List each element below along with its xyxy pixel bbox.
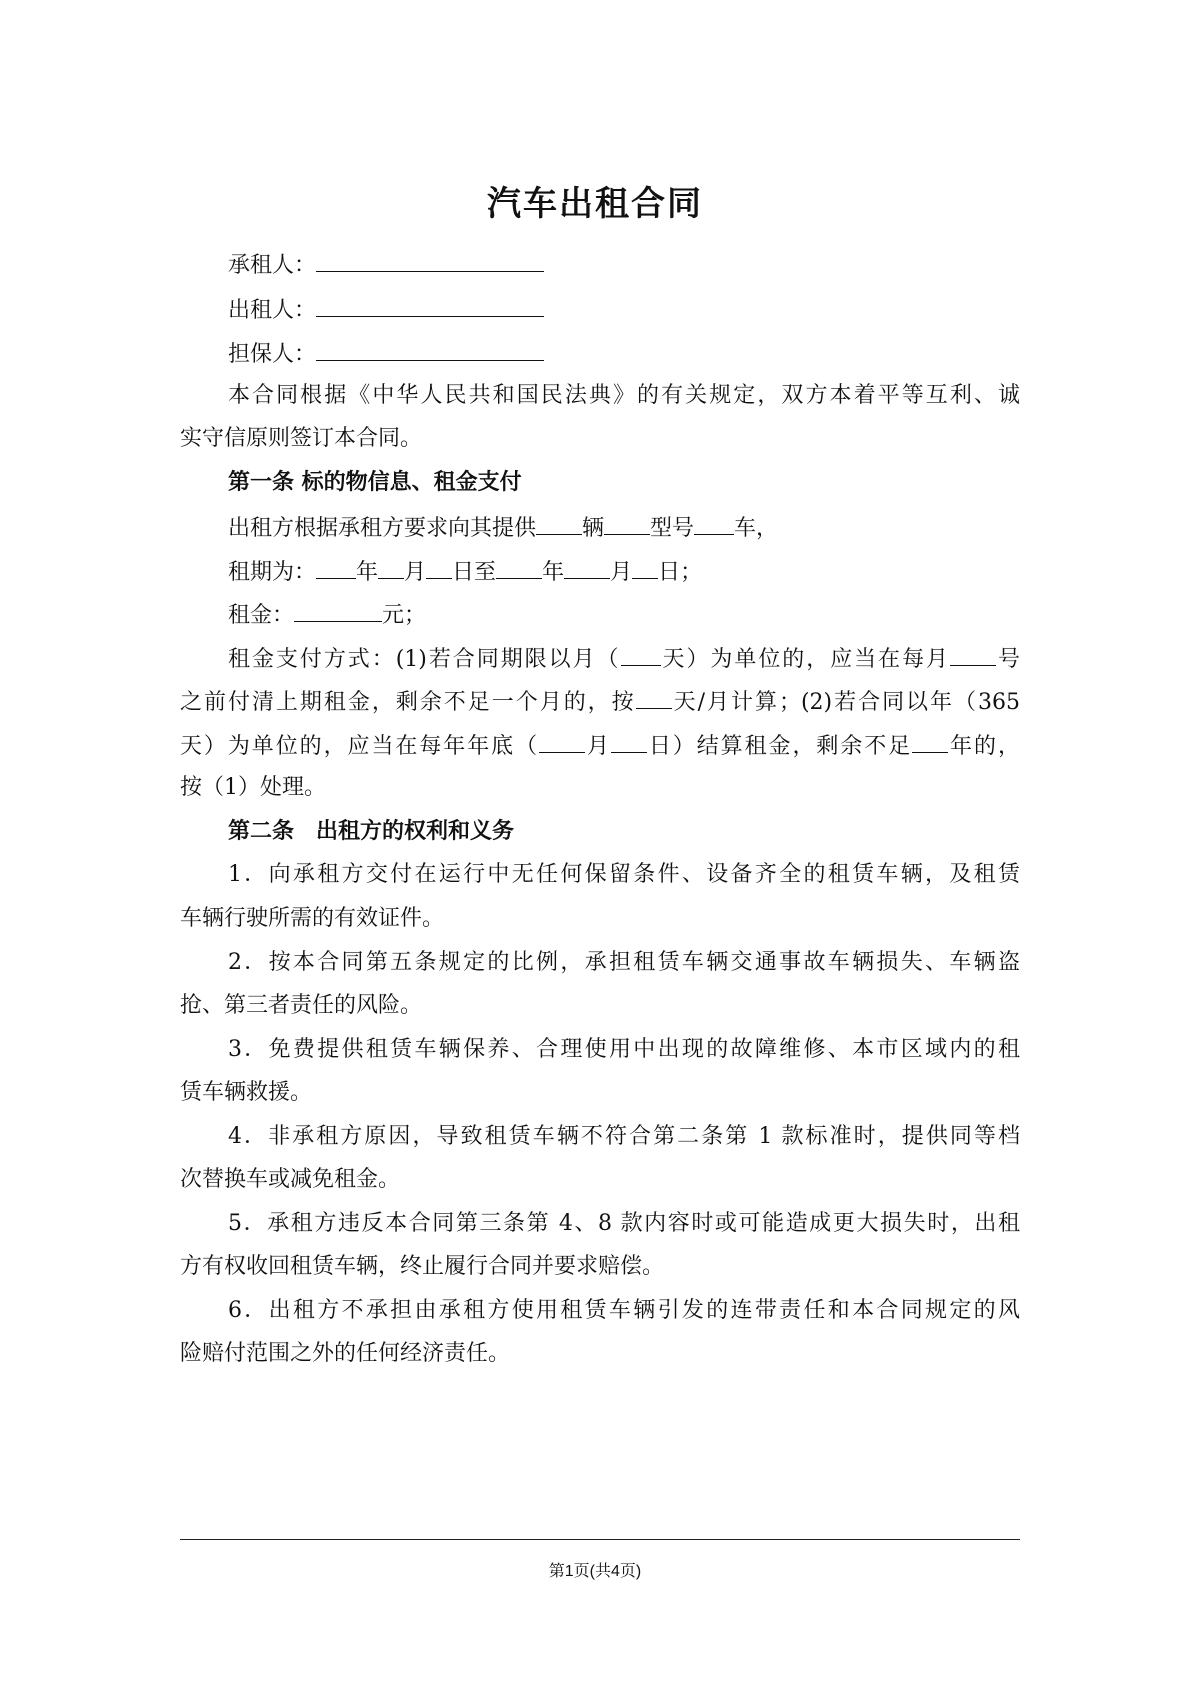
- article-2-item-2-line-1: 2．按本合同第五条规定的比例，承担租赁车辆交通事故车辆损失、车辆盗: [228, 950, 1020, 975]
- rent-line: [228, 599, 1020, 631]
- end-day-blank[interactable]: [632, 556, 658, 579]
- payment-line-3: [180, 730, 1020, 762]
- article-2-item-4-line-1: 4．非承租方原因，导致租赁车辆不符合第二条第 1 款标准时，提供同等档: [228, 1124, 1020, 1149]
- lessor-line: [228, 294, 1020, 326]
- day-label-2: 日；: [658, 560, 703, 585]
- start-year-blank[interactable]: [316, 556, 356, 579]
- payment-text-1c: 号: [996, 647, 1020, 672]
- payment-text-1a: 租金支付方式：(1)若合同期限以月（: [228, 647, 621, 672]
- payment-line-2: [180, 686, 1020, 718]
- year-label-2: 年: [542, 560, 565, 585]
- article-1-heading: 第一条 标的物信息、租金支付: [228, 470, 522, 495]
- lessee-blank[interactable]: [316, 249, 544, 272]
- pay-day-blank[interactable]: [950, 643, 996, 666]
- day-to-label: 日至: [452, 560, 497, 585]
- intro-line-2: 实守信原则签订本合同。: [180, 426, 423, 451]
- period-label: 租期为：: [228, 560, 317, 585]
- start-month-blank[interactable]: [378, 556, 404, 579]
- end-year-blank[interactable]: [496, 556, 542, 579]
- payment-text-2a: 之前付清上期租金，剩余不足一个月的，按: [180, 690, 636, 715]
- provide-end: 车，: [734, 516, 779, 541]
- year-label: 年: [356, 560, 379, 585]
- lessor-blank[interactable]: [316, 294, 544, 317]
- period-line: [228, 556, 1020, 588]
- settle-month-blank[interactable]: [539, 730, 585, 753]
- month-days-blank[interactable]: [621, 643, 661, 666]
- intro-line-1: 本合同根据《中华人民共和国民法典》的有关规定，双方本着平等互利、诚: [228, 383, 1020, 408]
- payment-line-1: [228, 643, 1020, 675]
- vehicle-type-blank[interactable]: [694, 512, 734, 535]
- lessee-line: [228, 249, 1020, 281]
- article-2-item-5-line-1: 5．承租方违反本合同第三条第 4、8 款内容时或可能造成更大损失时，出租: [228, 1211, 1020, 1236]
- article-2-item-5-line-2: 方有权收回租赁车辆，终止履行合同并要求赔偿。: [180, 1254, 665, 1279]
- article-2-item-4-line-2: 次替换车或减免租金。: [180, 1167, 401, 1192]
- footer-divider: [180, 1539, 1020, 1540]
- article-2-item-6-line-2: 险赔付范围之外的任何经济责任。: [180, 1341, 511, 1366]
- guarantor-label: 担保人：: [228, 342, 317, 367]
- month-label-2: 月: [610, 560, 633, 585]
- payment-text-3d: 年的，: [948, 734, 1020, 759]
- article-2-item-6-line-1: 6．出租方不承担由承租方使用租赁车辆引发的连带责任和本合同规定的风: [228, 1298, 1020, 1323]
- payment-text-1b: 天）为单位的，应当在每月: [660, 647, 951, 672]
- document-title: 汽车出租合同: [487, 184, 703, 224]
- page-number: 第1页(共4页): [548, 1563, 642, 1580]
- rent-amount-blank[interactable]: [294, 599, 382, 622]
- lessor-label: 出租人：: [228, 298, 317, 323]
- article-2-item-3-line-1: 3．免费提供租赁车辆保养、合理使用中出现的故障维修、本市区域内的租: [228, 1037, 1020, 1062]
- payment-line-4: 按（1）处理。: [180, 775, 326, 800]
- start-day-blank[interactable]: [426, 556, 452, 579]
- vehicle-model-blank[interactable]: [604, 512, 650, 535]
- article-2-item-2-line-2: 抢、第三者责任的风险。: [180, 993, 423, 1018]
- rent-unit: 元；: [382, 603, 427, 628]
- provide-text: 出租方根据承租方要求向其提供: [228, 516, 537, 541]
- end-month-blank[interactable]: [564, 556, 610, 579]
- provide-model-label: 型号: [650, 516, 695, 541]
- remaining-year-blank[interactable]: [912, 730, 948, 753]
- guarantor-line: [228, 338, 1020, 370]
- provide-unit: 辆: [582, 516, 605, 541]
- payment-text-3b: 月: [585, 734, 611, 759]
- article-2-item-1-line-2: 车辆行驶所需的有效证件。: [180, 906, 445, 931]
- lessee-label: 承租人：: [228, 253, 317, 278]
- rent-label: 租金：: [228, 603, 295, 628]
- article-2-heading: 第二条 出租方的权利和义务: [228, 819, 515, 844]
- days-per-month-blank[interactable]: [636, 686, 672, 709]
- settle-day-blank[interactable]: [611, 730, 647, 753]
- payment-text-3a: 天）为单位的，应当在每年年底（: [180, 734, 540, 759]
- vehicle-count-blank[interactable]: [536, 512, 582, 535]
- article-2-item-3-line-2: 赁车辆救援。: [180, 1080, 313, 1105]
- guarantor-blank[interactable]: [316, 338, 544, 361]
- month-label: 月: [404, 560, 427, 585]
- payment-text-3c: 日）结算租金，剩余不足: [646, 734, 913, 759]
- article-2-item-1-line-1: 1．向承租方交付在运行中无任何保留条件、设备齐全的租赁车辆，及租赁: [228, 862, 1020, 887]
- provide-line: [228, 512, 1020, 544]
- payment-text-2b: 天/月计算；(2)若合同以年（365: [671, 690, 1020, 715]
